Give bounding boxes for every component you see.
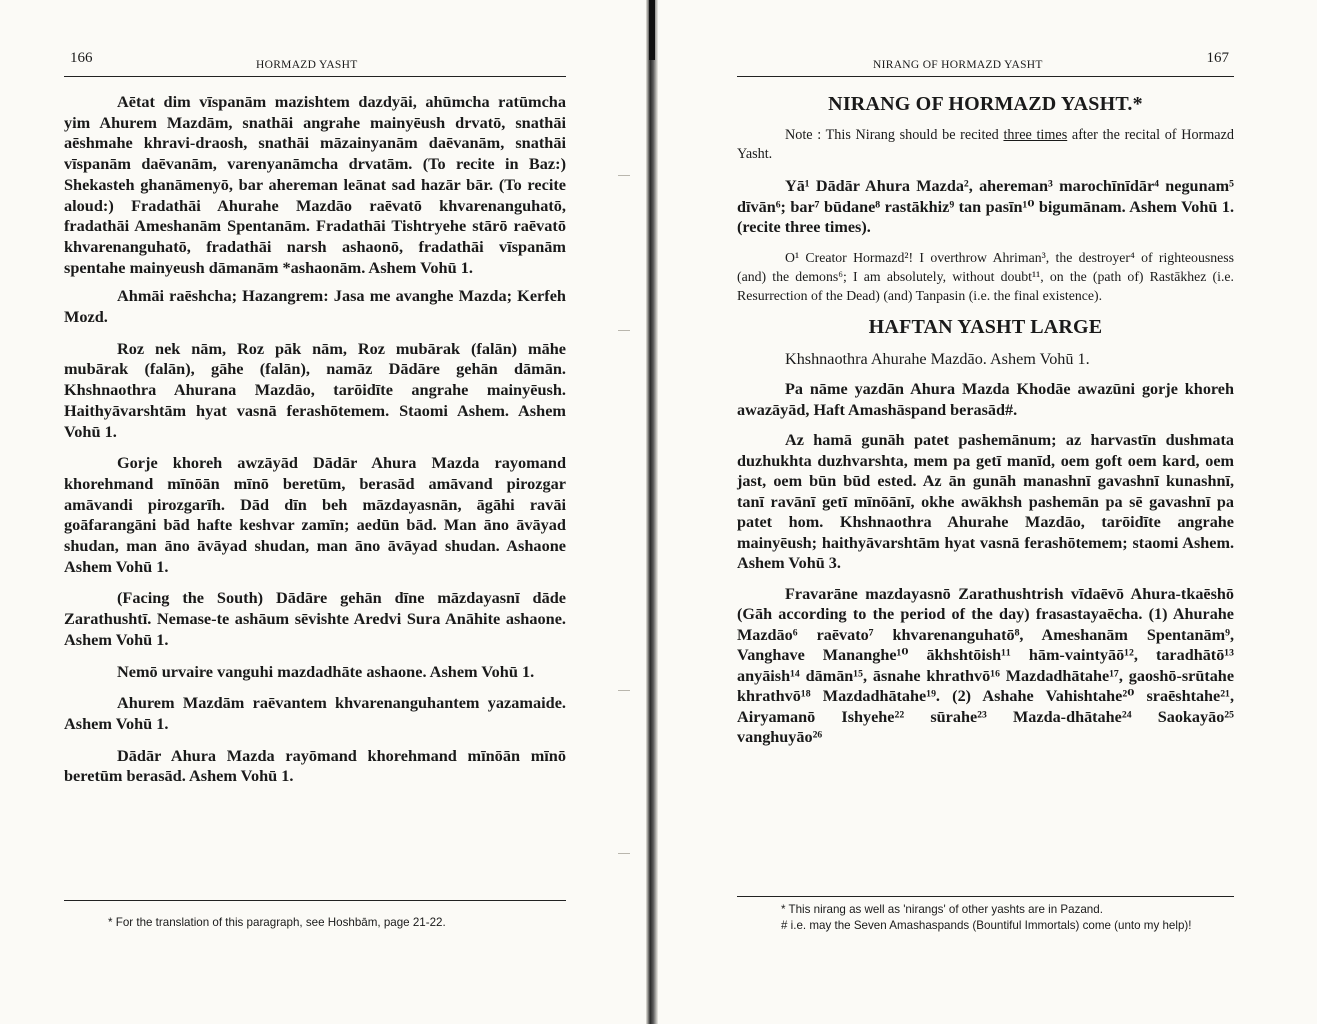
book-gutter-shadow xyxy=(649,0,655,60)
page-number: 167 xyxy=(1206,50,1229,66)
paragraph: Dādār Ahura Mazda rayōmand khorehmand mīnōān mīnō beretūm berasād. Ashem Vohū 1. xyxy=(64,745,566,786)
paragraph: (Facing the South) Dādāre gehān dīne māzdayasnī dāde Zarathushtī. Nemase-te ashāum sēvishte Aredvi Sura Anāhite ashaone. Ashem Vohū 1. xyxy=(64,588,566,649)
margin-mark xyxy=(618,690,630,691)
section-heading: HAFTAN YASHT LARGE xyxy=(868,315,1103,338)
running-head: HORMAZD YASHT xyxy=(256,59,358,71)
note-underlined: three times xyxy=(1003,127,1068,143)
paragraph: Pa nāme yazdān Ahura Mazda Khodāe awazūni gorje khoreh awazāyād, Haft Amashāspand berasād#. xyxy=(737,380,1234,419)
note xyxy=(737,126,1234,164)
running-head: NIRANG OF HORMAZD YASHT xyxy=(873,59,1043,71)
paragraph: Nemō urvaire vanguhi mazdadhāte ashaone. Ashem Vohū 1. xyxy=(117,661,535,681)
nirang-text: Yā¹ Dādār Ahura Mazda², ahereman³ marochīnīdār⁴ negunam⁵ dīvān⁶; bar⁷ būdane⁸ rastākhiz⁹ tan pasīn¹⁰ bigumānam. Ashem Vohū 1. (recite three times). xyxy=(737,177,1234,236)
footnote-rule xyxy=(737,896,1234,897)
header-rule xyxy=(737,76,1234,77)
right-page-body xyxy=(737,92,1234,758)
margin-mark xyxy=(618,853,630,854)
paragraph: Roz nek nām, Roz pāk nām, Roz mubārak (falān) māhe mubārak (falān), gāhe (falān), namāz Dādāre gehān dāmān. Khshnaothra Ahurana Mazdāo, tarōidīte angrahe mainyēush. Haithyāvarshtām hyat vasnā ferashōtemem. Staomi Ashem. Ashem Vohū 1. xyxy=(64,338,566,441)
note-text-end: after the recital of Hormazd Yasht. xyxy=(737,127,1234,162)
paragraph: Gorje khoreh awzāyād Dādār Ahura Mazda rayomand khorehmand mīnōān mīnō beretūm, berasād amāvand pirozgar amāvandi pirozgarīh. Dād dīn beh māzdayasnān, āgāhi ravāi goāfarangāni bād hafte keshvar zamīn; aedūn bād. Man āno āvāyad shudan, man āno āvāyad shudan, man āno āvāyad shudan. Ashaone Ashem Vohū 1. xyxy=(64,453,566,576)
footnotes xyxy=(737,902,1234,934)
section-title: NIRANG OF HORMAZD YASHT.* xyxy=(828,93,1143,115)
paragraph: Ahurem Mazdām raēvantem khvarenanguhantem yazamaide. Ashem Vohū 1. xyxy=(64,693,566,733)
footnote: * This nirang as well as 'nirangs' of other yashts are in Pazand. xyxy=(781,903,1103,916)
paragraph: Ahmāi raēshcha; Hazangrem: Jasa me avanghe Mazda; Kerfeh Mozd. xyxy=(64,286,566,327)
footnote: * For the translation of this paragraph, see Hoshbām, page 21-22. xyxy=(108,916,446,929)
paragraph: Az hamā gunāh patet pashemānum; az harvastīn dushmata duzhukhta duzhvarshta, mem pa getī manīd, oem goft oem kard, oem jast, oem būn būd ested. Az ān gunāh manashnī gavashnī kunashnī, tanī ravānī getī mīnōānī, okhe awākhsh pashemān pa sē gavashnī pa patet hom. Khshnaothra Ahurahe Mazdāo, tarōidīte angrahe mainyēush; haithyāvarshtām hyat vasnā ferashōtemem; staomi Ashem. Ashem Vohū 3. xyxy=(737,431,1234,572)
footnotes xyxy=(64,915,566,931)
book-spine xyxy=(646,0,658,1024)
note-text: Note : This Nirang should be recited xyxy=(785,127,1004,143)
left-page-body xyxy=(64,92,566,798)
header-rule xyxy=(64,76,566,77)
paragraph: Khshnaothra Ahurahe Mazdāo. Ashem Vohū 1. xyxy=(785,349,1090,368)
paragraph: Fravarāne mazdayasnō Zarathushtrish vīdaēvō Ahura-tkaēshō (Gāh according to the period of the day) frasastayaēcha. (1) Ahurahe Mazdāo⁶ raēvato⁷ khvarenanguhatō⁸, Ameshanām Spentanām⁹, Vanghave Mananghe¹⁰ ākhshtōish¹¹ hām-vaintyāō¹², taradhātō¹³ anyāish¹⁴ dāmān¹⁵, āsnahe khrathvō¹⁶ Mazdadhātahe¹⁷, gaoshō-srūtahe khrathvō¹⁸ Mazdadhātahe¹⁹. (2) Ashahe Vahishtahe²⁰ sraēshtahe²¹, Airyamanō Ishyehe²² sūrahe²³ Mazda-dhātahe²⁴ Saokayāo²⁵ vanghuyāo²⁶ xyxy=(737,584,1234,746)
translation: O¹ Creator Hormazd²! I overthrow Ahriman³, the destroyer⁴ of righteousness (and) the demons⁶; I am absolutely, without doubt¹¹, on the (path of) Rastākhez (i.e. Resurrection of the Dead) (and) Tanpasin (i.e. the final existence). xyxy=(737,249,1234,303)
paragraph: Aētat dim vīspanām mazishtem dazdyāi, ahūmcha ratūmcha yim Ahurem Mazdām, snathāi angrahe mainyēush drvatō, snathāi aēshmahe khravi-draosh, snathāi māzainyanām daēvanām, snathāi vīspanām daēvanām, varenyanāmcha drvatām. (To recite in Baz:) Shekasteh ghanāmenyō, bar ahereman leānat sad hazār bār. (To recite aloud:) Fradathāi Ahurahe Mazdāo raēvatō khvarenanguhatō, fradathāi Ameshanām Spentanām. Fradathāi Tishtryehe stārō raēvatō khvarenanguhatō, fradathāi narsh ashaonō, fradathāi vīspanām spentahe mainyeush dāmanām *ashaonām. Ashem Vohū 1. xyxy=(64,92,566,277)
footnote-rule xyxy=(64,900,566,901)
footnote: # i.e. may the Seven Amashaspands (Bountiful Immortals) come (unto my help)! xyxy=(781,919,1192,932)
margin-mark xyxy=(618,330,630,331)
margin-mark xyxy=(618,175,630,176)
page-number: 166 xyxy=(70,50,93,66)
